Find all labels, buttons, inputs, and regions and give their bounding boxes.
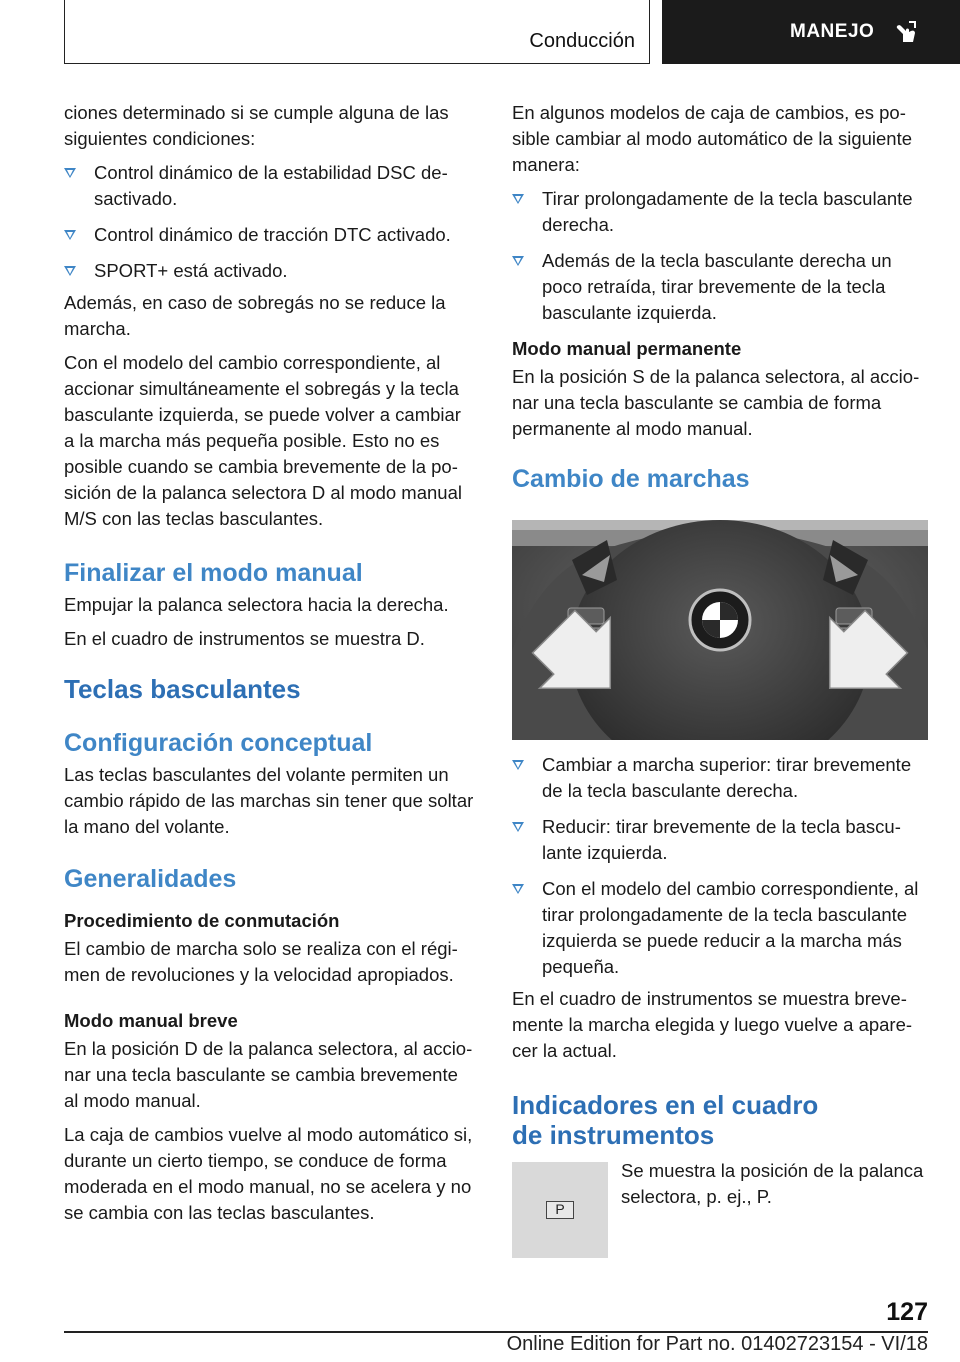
right-column-lower (512, 752, 928, 1150)
list-item: Con el modelo del cambio correspondiente, al tirar prolongadamente de la tecla basculante izquierda se puede reducir a la marcha más pequeña. (512, 876, 928, 980)
conditions-list (64, 160, 476, 284)
paragraph: En el cuadro de instrumentos se muestra D. (64, 628, 425, 649)
list-item: Tirar prolongadamente de la tecla basculante derecha. (512, 186, 928, 238)
steering-wheel-illustration (512, 520, 928, 740)
list-item: Control dinámico de la estabilidad DSC desactivado. (64, 160, 476, 212)
indicator-illustration (512, 1162, 608, 1258)
driving-hand-icon (892, 19, 918, 45)
right-column (512, 100, 928, 494)
header-section-tab (64, 0, 650, 64)
list-item: SPORT+ está activado. (64, 258, 476, 284)
auto-mode-list (512, 186, 928, 326)
heading-cambio: Cambio de marchas (512, 465, 750, 493)
paragraph: En la posición D de la palanca selectora, al accionar una tecla basculante se cambia brevemente al modo manual. (64, 1038, 473, 1111)
triangle-bullet-icon (64, 168, 76, 178)
paragraph: En algunos modelos de caja de cambios, es posible cambiar al modo automático de la siguiente manera: (512, 102, 913, 175)
list-item: Además de la tecla basculante derecha un poco retraída, tirar brevemente de la tecla basculante izquierda. (512, 248, 928, 326)
triangle-bullet-icon (512, 760, 524, 770)
triangle-bullet-icon (64, 266, 76, 276)
paragraph: La caja de cambios vuelve al modo automático si, durante un cierto tiempo, se conduce de forma moderada en el modo manual, no se acelera y no se cambia con las teclas basculantes. (64, 1124, 473, 1223)
paragraph: En la posición S de la palanca selectora, al accionar una tecla basculante se cambia de forma permanente al modo manual. (512, 366, 920, 439)
heading-breve: Modo manual breve (64, 1010, 238, 1031)
heading-indicadores-line1: Indicadores en el cuadro (512, 1090, 819, 1120)
triangle-bullet-icon (512, 256, 524, 266)
paragraph: El cambio de marcha solo se realiza con el régimen de revoluciones y la velocidad apropiados. (64, 938, 458, 985)
left-column (64, 100, 476, 1234)
heading-config: Configuración conceptual (64, 729, 373, 757)
paragraph: Las teclas basculantes del volante permiten un cambio rápido de las marchas sin tener que soltar la mano del volante. (64, 764, 474, 837)
paragraph: ciones determinado si se cumple alguna de las siguientes condiciones: (64, 102, 449, 149)
triangle-bullet-icon (512, 194, 524, 204)
gear-position-symbol: P (546, 1201, 574, 1219)
heading-permanente: Modo manual permanente (512, 338, 742, 359)
footer-edition: Online Edition for Part no. 01402723154 - VI/18 (506, 1333, 928, 1355)
header-chapter-tab (662, 0, 960, 64)
list-item: Reducir: tirar brevemente de la tecla basculante izquierda. (512, 814, 928, 866)
paragraph: En el cuadro de instrumentos se muestra brevemente la marcha elegida y luego vuelve a aparecer la actual. (512, 988, 913, 1061)
heading-finalizar: Finalizar el modo manual (64, 559, 363, 587)
header-chapter-label: MANEJO (790, 21, 875, 42)
heading-procedimiento: Procedimiento de conmutación (64, 910, 340, 931)
triangle-bullet-icon (512, 822, 524, 832)
heading-indicadores-line2: de instrumentos (512, 1120, 715, 1150)
indicator-description: Se muestra la posición de la palanca selectora, p. ej., P. (621, 1160, 924, 1207)
triangle-bullet-icon (64, 230, 76, 240)
heading-teclas: Teclas basculantes (64, 674, 301, 704)
list-item: Cambiar a marcha superior: tirar brevemente de la tecla basculante derecha. (512, 752, 928, 804)
heading-generalidades: Generalidades (64, 865, 237, 893)
header-section-label: Conducción (529, 30, 635, 52)
shift-list (512, 752, 928, 980)
paragraph: Con el modelo del cambio correspondiente, al accionar simultáneamente el sobregás y la tecla basculante izquierda, se puede volver a cambiar a la marcha más pequeña posible. Esto no es posible cuando se cambia brevemente de la posición de la palanca selectora D al modo manual M/S con las teclas basculantes. (64, 352, 462, 529)
paragraph: Además, en caso de sobregás no se reduce la marcha. (64, 292, 446, 339)
list-item: Control dinámico de tracción DTC activado. (64, 222, 476, 248)
page-number: 127 (886, 1298, 928, 1326)
triangle-bullet-icon (512, 884, 524, 894)
paragraph: Empujar la palanca selectora hacia la derecha. (64, 594, 449, 615)
